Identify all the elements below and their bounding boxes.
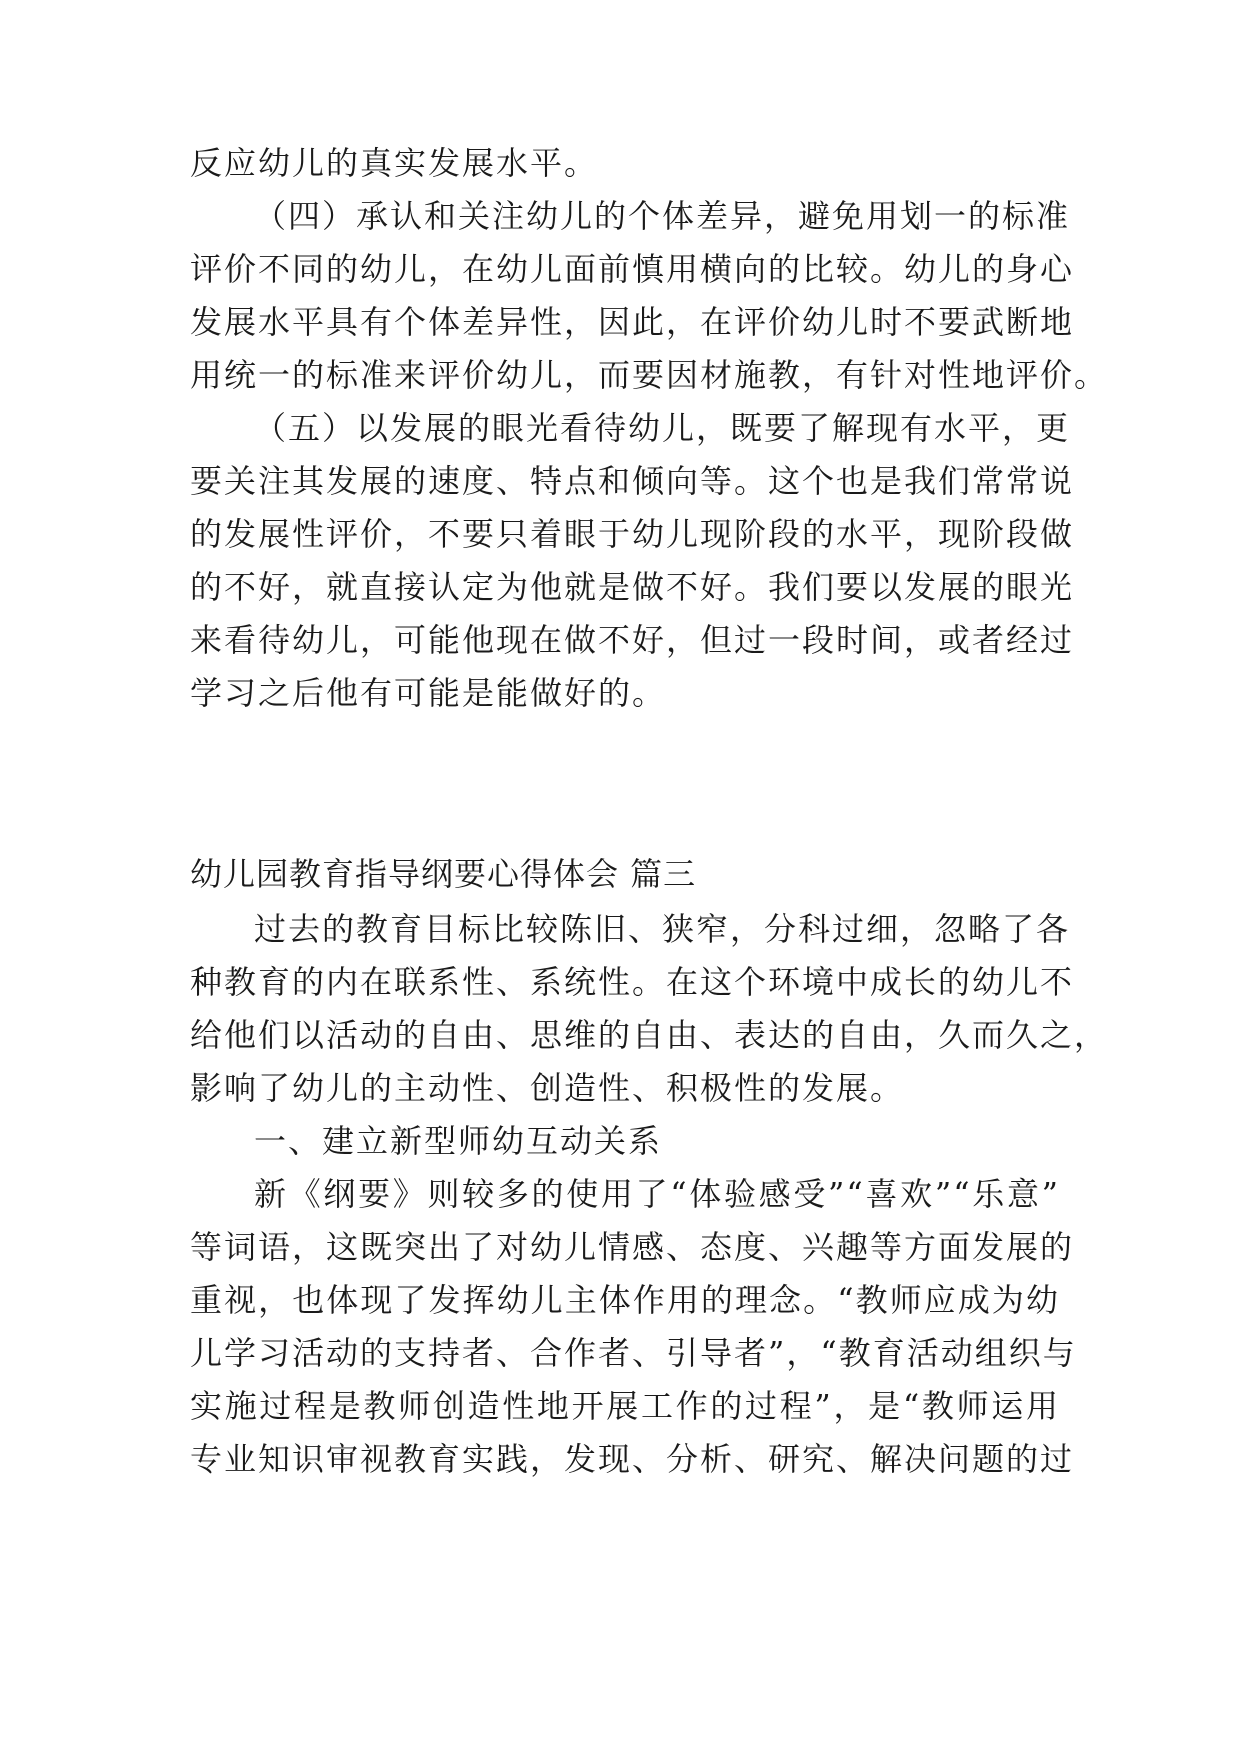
text-line: 儿学习活动的支持者、合作者、引导者”，“教育活动组织与 bbox=[190, 1334, 1077, 1372]
text-line: 学习之后他有可能是能做好的。 bbox=[190, 674, 667, 712]
section-heading: 幼儿园教育指导纲要心得体会 篇三 bbox=[190, 855, 697, 893]
text-line: 实施过程是教师创造性地开展工作的过程”，是“教师运用 bbox=[190, 1387, 1060, 1425]
text-line: 用统一的标准来评价幼儿，而要因材施教，有针对性地评价。 bbox=[190, 356, 1109, 394]
body-text-block-2 bbox=[190, 903, 1109, 1486]
text-line: 来看待幼儿，可能他现在做不好，但过一段时间，或者经过 bbox=[190, 621, 1075, 659]
text-line: 重视，也体现了发挥幼儿主体作用的理念。“教师应成为幼 bbox=[190, 1281, 1060, 1319]
text-line: 等词语，这既突出了对幼儿情感、态度、兴趣等方面发展的 bbox=[190, 1228, 1075, 1266]
text-line: 要关注其发展的速度、特点和倾向等。这个也是我们常常说 bbox=[190, 462, 1075, 500]
text-line: 影响了幼儿的主动性、创造性、积极性的发展。 bbox=[190, 1069, 905, 1107]
text-line: 过去的教育目标比较陈旧、狭窄，分科过细，忽略了各 bbox=[254, 910, 1071, 948]
text-line: 专业知识审视教育实践，发现、分析、研究、解决问题的过 bbox=[190, 1440, 1075, 1478]
text-line: 一、建立新型师幼互动关系 bbox=[254, 1122, 663, 1160]
text-line: 反应幼儿的真实发展水平。 bbox=[190, 144, 599, 182]
body-text-block-1 bbox=[190, 137, 1109, 720]
text-line: 的发展性评价，不要只着眼于幼儿现阶段的水平，现阶段做 bbox=[190, 515, 1075, 553]
text-line: 种教育的内在联系性、系统性。在这个环境中成长的幼儿不 bbox=[190, 963, 1075, 1001]
text-line: （四）承认和关注幼儿的个体差异，避免用划一的标准 bbox=[254, 197, 1071, 235]
text-line: 评价不同的幼儿，在幼儿面前慎用横向的比较。幼儿的身心 bbox=[190, 250, 1075, 288]
text-line: （五）以发展的眼光看待幼儿，既要了解现有水平，更 bbox=[254, 409, 1071, 447]
text-line: 新《纲要》则较多的使用了“体验感受”“喜欢”“乐意” bbox=[254, 1175, 1060, 1213]
text-line: 给他们以活动的自由、思维的自由、表达的自由，久而久之， bbox=[190, 1016, 1109, 1054]
text-line: 的不好，就直接认定为他就是做不好。我们要以发展的眼光 bbox=[190, 568, 1075, 606]
text-line: 发展水平具有个体差异性，因此，在评价幼儿时不要武断地 bbox=[190, 303, 1075, 341]
